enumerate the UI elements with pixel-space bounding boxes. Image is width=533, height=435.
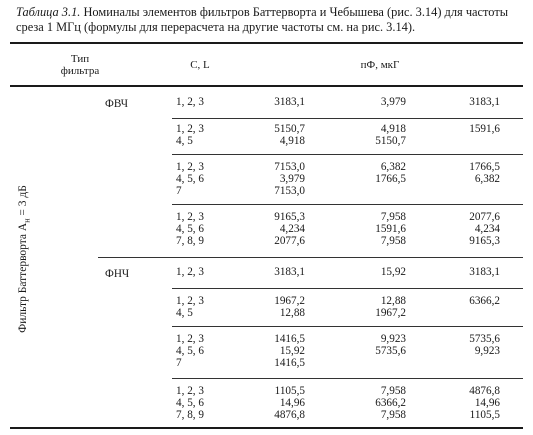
table-row-index: 1, 2, 3 [176, 266, 204, 278]
table-row-value-2: 7,958 6366,2 7,958 [375, 385, 406, 421]
table-row-index: 1, 2, 3 4, 5, 6 7 [176, 333, 204, 369]
table-row-value-1: 7153,0 3,979 7153,0 [274, 161, 305, 197]
table-row-value-1: 3183,1 [274, 266, 305, 278]
table-row-value-3: 5735,6 9,923 [469, 333, 500, 357]
table-row-value-1: 9165,3 4,234 2077,6 [274, 211, 305, 247]
group-name: ФВЧ [105, 98, 129, 110]
row-separator [172, 154, 523, 155]
table-row-value-2: 12,88 1967,2 [375, 295, 406, 319]
table-row-value-2: 4,918 5150,7 [375, 123, 406, 147]
table-row-value-3: 1766,5 6,382 [469, 161, 500, 185]
table-row-value-3: 2077,6 4,234 9165,3 [469, 211, 500, 247]
table-bottom-rule [10, 427, 523, 429]
header-units: пФ, мкГ [360, 59, 400, 71]
row-separator [98, 257, 523, 258]
side-label [16, 184, 30, 334]
table-row-value-2: 3,979 [380, 96, 406, 108]
caption-text: Номиналы элементов фильтров Баттерворта и Чебышева (рис. 3.14) для частоты среза 1 МГц (формулы для перерасчета на другие частоты см. на рис. 3.14). [16, 5, 509, 34]
caption-lead: Таблица 3.1. [16, 5, 81, 19]
table-row-value-2: 7,958 1591,6 7,958 [375, 211, 406, 247]
table-row-value-1: 5150,7 4,918 [274, 123, 305, 147]
table-row-value-3: 1591,6 [469, 123, 500, 135]
table-row-value-1: 1416,5 15,92 1416,5 [274, 333, 305, 369]
table-row-value-2: 9,923 5735,6 [375, 333, 406, 357]
row-separator [172, 326, 523, 327]
table-row-value-1: 1105,5 14,96 4876,8 [274, 385, 305, 421]
side-label-sub: н [22, 218, 32, 223]
table-row-value-1: 3183,1 [274, 96, 305, 108]
table-row-index: 1, 2, 3 4, 5, 6 7 [176, 161, 204, 197]
table-row-index: 1, 2, 3 4, 5, 6 7, 8, 9 [176, 211, 204, 247]
row-separator [172, 118, 523, 119]
side-label-end: = 3 дБ [17, 185, 29, 219]
table-row-value-2: 15,92 [380, 266, 406, 278]
table-row-value-3: 3183,1 [469, 96, 500, 108]
row-separator [172, 378, 523, 379]
table-row-value-1: 1967,2 12,88 [274, 295, 305, 319]
table-caption [16, 5, 524, 35]
side-label-main: Фильтр Баттерворта A [17, 222, 29, 333]
group-name: ФНЧ [105, 268, 130, 280]
row-separator [172, 288, 523, 289]
table-row-value-3: 3183,1 [469, 266, 500, 278]
header-elements: C, L [190, 59, 210, 71]
table-row-index: 1, 2, 3 [176, 96, 204, 108]
header-type [40, 53, 120, 77]
table-row-value-3: 6366,2 [469, 295, 500, 307]
header-type-line1: Тип [70, 53, 90, 65]
table-row-index: 1, 2, 3 4, 5 [176, 123, 204, 147]
table-row-value-3: 4876,8 14,96 1105,5 [469, 385, 500, 421]
row-separator [172, 204, 523, 205]
table-row-index: 1, 2, 3 4, 5, 6 7, 8, 9 [176, 385, 204, 421]
table-top-rule [10, 42, 523, 44]
table-row-value-2: 6,382 1766,5 [375, 161, 406, 185]
header-type-line2: фильтра [60, 65, 100, 77]
table-row-index: 1, 2, 3 4, 5 [176, 295, 204, 319]
header-bottom-rule [10, 85, 523, 87]
